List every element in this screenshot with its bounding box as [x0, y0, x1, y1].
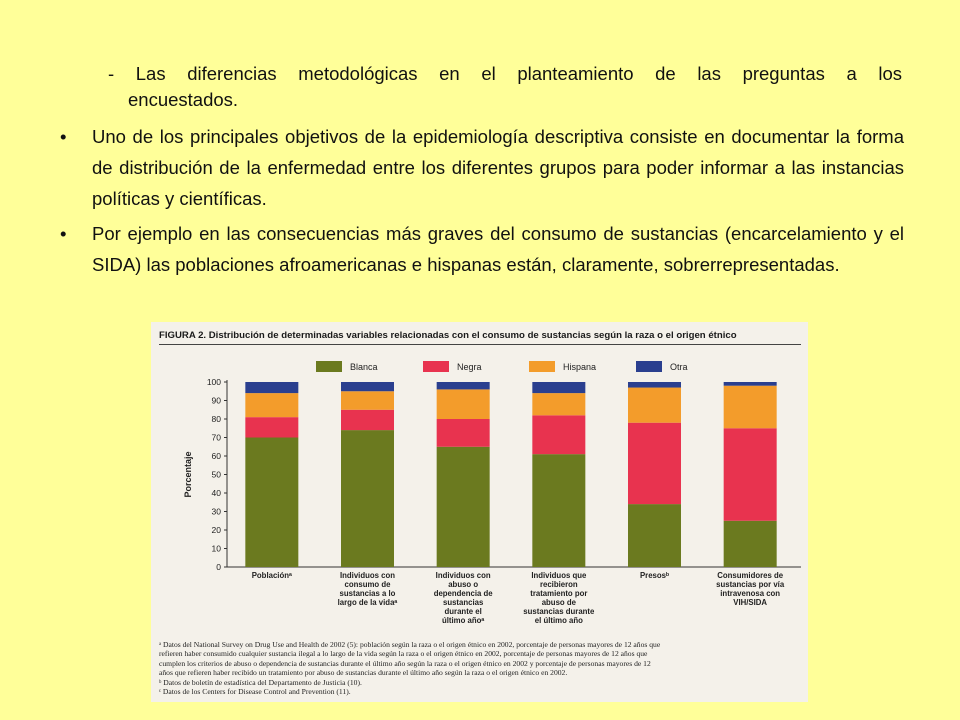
bullet-text: Por ejemplo en las consecuencias más graves del consumo de sustancias (encarcelamiento y el SIDA) las poblaciones afroamericanas e hispanas están, claramente, sobrerrepresentadas. [92, 223, 904, 275]
x-tick-label: VIH/SIDA [733, 598, 768, 607]
footnote-line: ᵇ Datos de boletín de estadística del Departamento de Justicia (10). [159, 677, 362, 687]
x-tick-label: sustancias durante [523, 607, 595, 616]
legend-swatch [529, 361, 555, 372]
bar-segment-hispana [437, 389, 490, 419]
legend-swatch [423, 361, 449, 372]
sub-bullet-continuation: encuestados. [128, 89, 239, 110]
x-tick-label: abuso o [448, 580, 479, 589]
x-tick-label: Consumidores de [717, 571, 784, 580]
bar-segment-otra [437, 382, 490, 389]
bullet-text: Uno de los principales objetivos de la epidemiología descriptiva consiste en documentar la forma de distribución de la enfermedad entre los diferentes grupos para poder informar a las instancias políticas y científicas. [92, 126, 904, 209]
x-tick-label: sustancias [443, 598, 484, 607]
x-tick-label: último añoᵃ [441, 616, 485, 625]
x-tick-label: tratamiento por [530, 589, 588, 598]
bar-segment-negra [437, 419, 490, 447]
footnote-line: cumplen los criterios de abuso o dependencia de sustancias durante el último año según la raza o el origen étnico en 2002 y porcentaje de personas mayores de 12 [159, 658, 651, 668]
bullet-example [60, 218, 904, 280]
y-tick-label: 100 [206, 377, 221, 387]
bar-segment-blanca [341, 430, 394, 567]
bar-segment-hispana [628, 388, 681, 423]
y-tick-label: 80 [211, 414, 221, 424]
legend-label: Negra [457, 362, 482, 372]
y-tick-label: 0 [216, 562, 221, 572]
x-tick-label: consumo de [344, 580, 391, 589]
footnote-line: ᵃ Datos del National Survey on Drug Use and Health de 2002 (5): población según la raza o el origen étnico en 2002, porcentaje de personas mayores de 12 años que [159, 640, 661, 649]
footnote-line: refieren haber consumido cualquier sustancia ilegal a lo largo de la vida según la raza o el origen étnico en 2002, porcentaje de personas mayores de 12 años que [159, 649, 648, 659]
bar-segment-negra [245, 417, 298, 437]
legend-label: Otra [670, 362, 688, 372]
bar-segment-hispana [532, 393, 585, 415]
bar-segment-negra [628, 423, 681, 504]
bar-segment-hispana [341, 391, 394, 410]
bullet-symbol: • [60, 223, 67, 244]
bar-segment-otra [245, 382, 298, 393]
y-axis-label: Porcentaje [183, 451, 193, 498]
x-tick-label: intravenosa con [720, 589, 781, 598]
x-tick-label: Poblaciónᵃ [251, 571, 292, 580]
sub-bullet-line: - Las diferencias metodológicas en el planteamiento de las preguntas a los [108, 63, 902, 84]
bar-segment-otra [628, 382, 681, 388]
x-tick-label: dependencia de [433, 589, 493, 598]
bullet-objectives [60, 121, 904, 214]
footnote-line: años que refieren haber recibido un tratamiento por abuso de sustancias durante el último año según la raza o el origen étnico en 2002. [159, 668, 568, 678]
bar-segment-blanca [628, 504, 681, 567]
x-tick-label: Individuos que [531, 571, 587, 580]
footnote-line: ᶜ Datos de los Centers for Disease Control and Prevention (11). [159, 687, 351, 697]
x-tick-label: largo de la vidaᵃ [337, 598, 398, 607]
bar-segment-hispana [724, 386, 777, 429]
y-tick-label: 90 [211, 395, 221, 406]
bar-segment-blanca [532, 454, 585, 567]
y-tick-label: 20 [211, 525, 221, 535]
x-tick-label: abuso de [541, 598, 576, 607]
y-tick-label: 60 [211, 451, 221, 461]
bar-segment-negra [532, 415, 585, 454]
x-tick-label: Individuos con [435, 571, 491, 580]
x-tick-label: el último año [534, 616, 583, 625]
bar-segment-blanca [245, 438, 298, 568]
bar-segment-blanca [437, 447, 490, 567]
x-tick-label: Presosᵇ [639, 571, 670, 580]
x-tick-label: durante el [444, 607, 482, 616]
y-tick-label: 70 [211, 432, 221, 443]
bar-segment-negra [341, 410, 394, 430]
legend-swatch [636, 361, 662, 372]
y-tick-label: 10 [211, 543, 221, 554]
y-tick-label: 50 [211, 469, 221, 480]
x-tick-label: sustancias a lo [339, 589, 396, 598]
x-tick-label: Individuos con [339, 571, 396, 580]
bar-segment-negra [724, 428, 777, 521]
legend-label: Hispana [563, 362, 597, 372]
bar-segment-otra [341, 382, 394, 391]
bar-segment-hispana [245, 393, 298, 417]
legend-swatch [316, 361, 342, 372]
bar-segment-blanca [724, 521, 777, 567]
bullet-symbol: • [60, 126, 67, 147]
x-tick-label: recibieron [539, 580, 578, 589]
y-tick-label: 30 [211, 506, 221, 517]
footnotes [159, 640, 805, 696]
x-tick-label: sustancias por vía [716, 580, 785, 589]
bar-segment-otra [724, 382, 777, 386]
legend-label: Blanca [350, 362, 378, 372]
y-tick-label: 40 [211, 488, 221, 498]
stacked-bar-chart [151, 322, 808, 642]
figure-scan [151, 322, 808, 702]
chart-title: FIGURA 2. Distribución de determinadas variables relacionadas con el consumo de sustancias según la raza o el origen étnico [159, 330, 737, 341]
bar-segment-otra [532, 382, 585, 393]
